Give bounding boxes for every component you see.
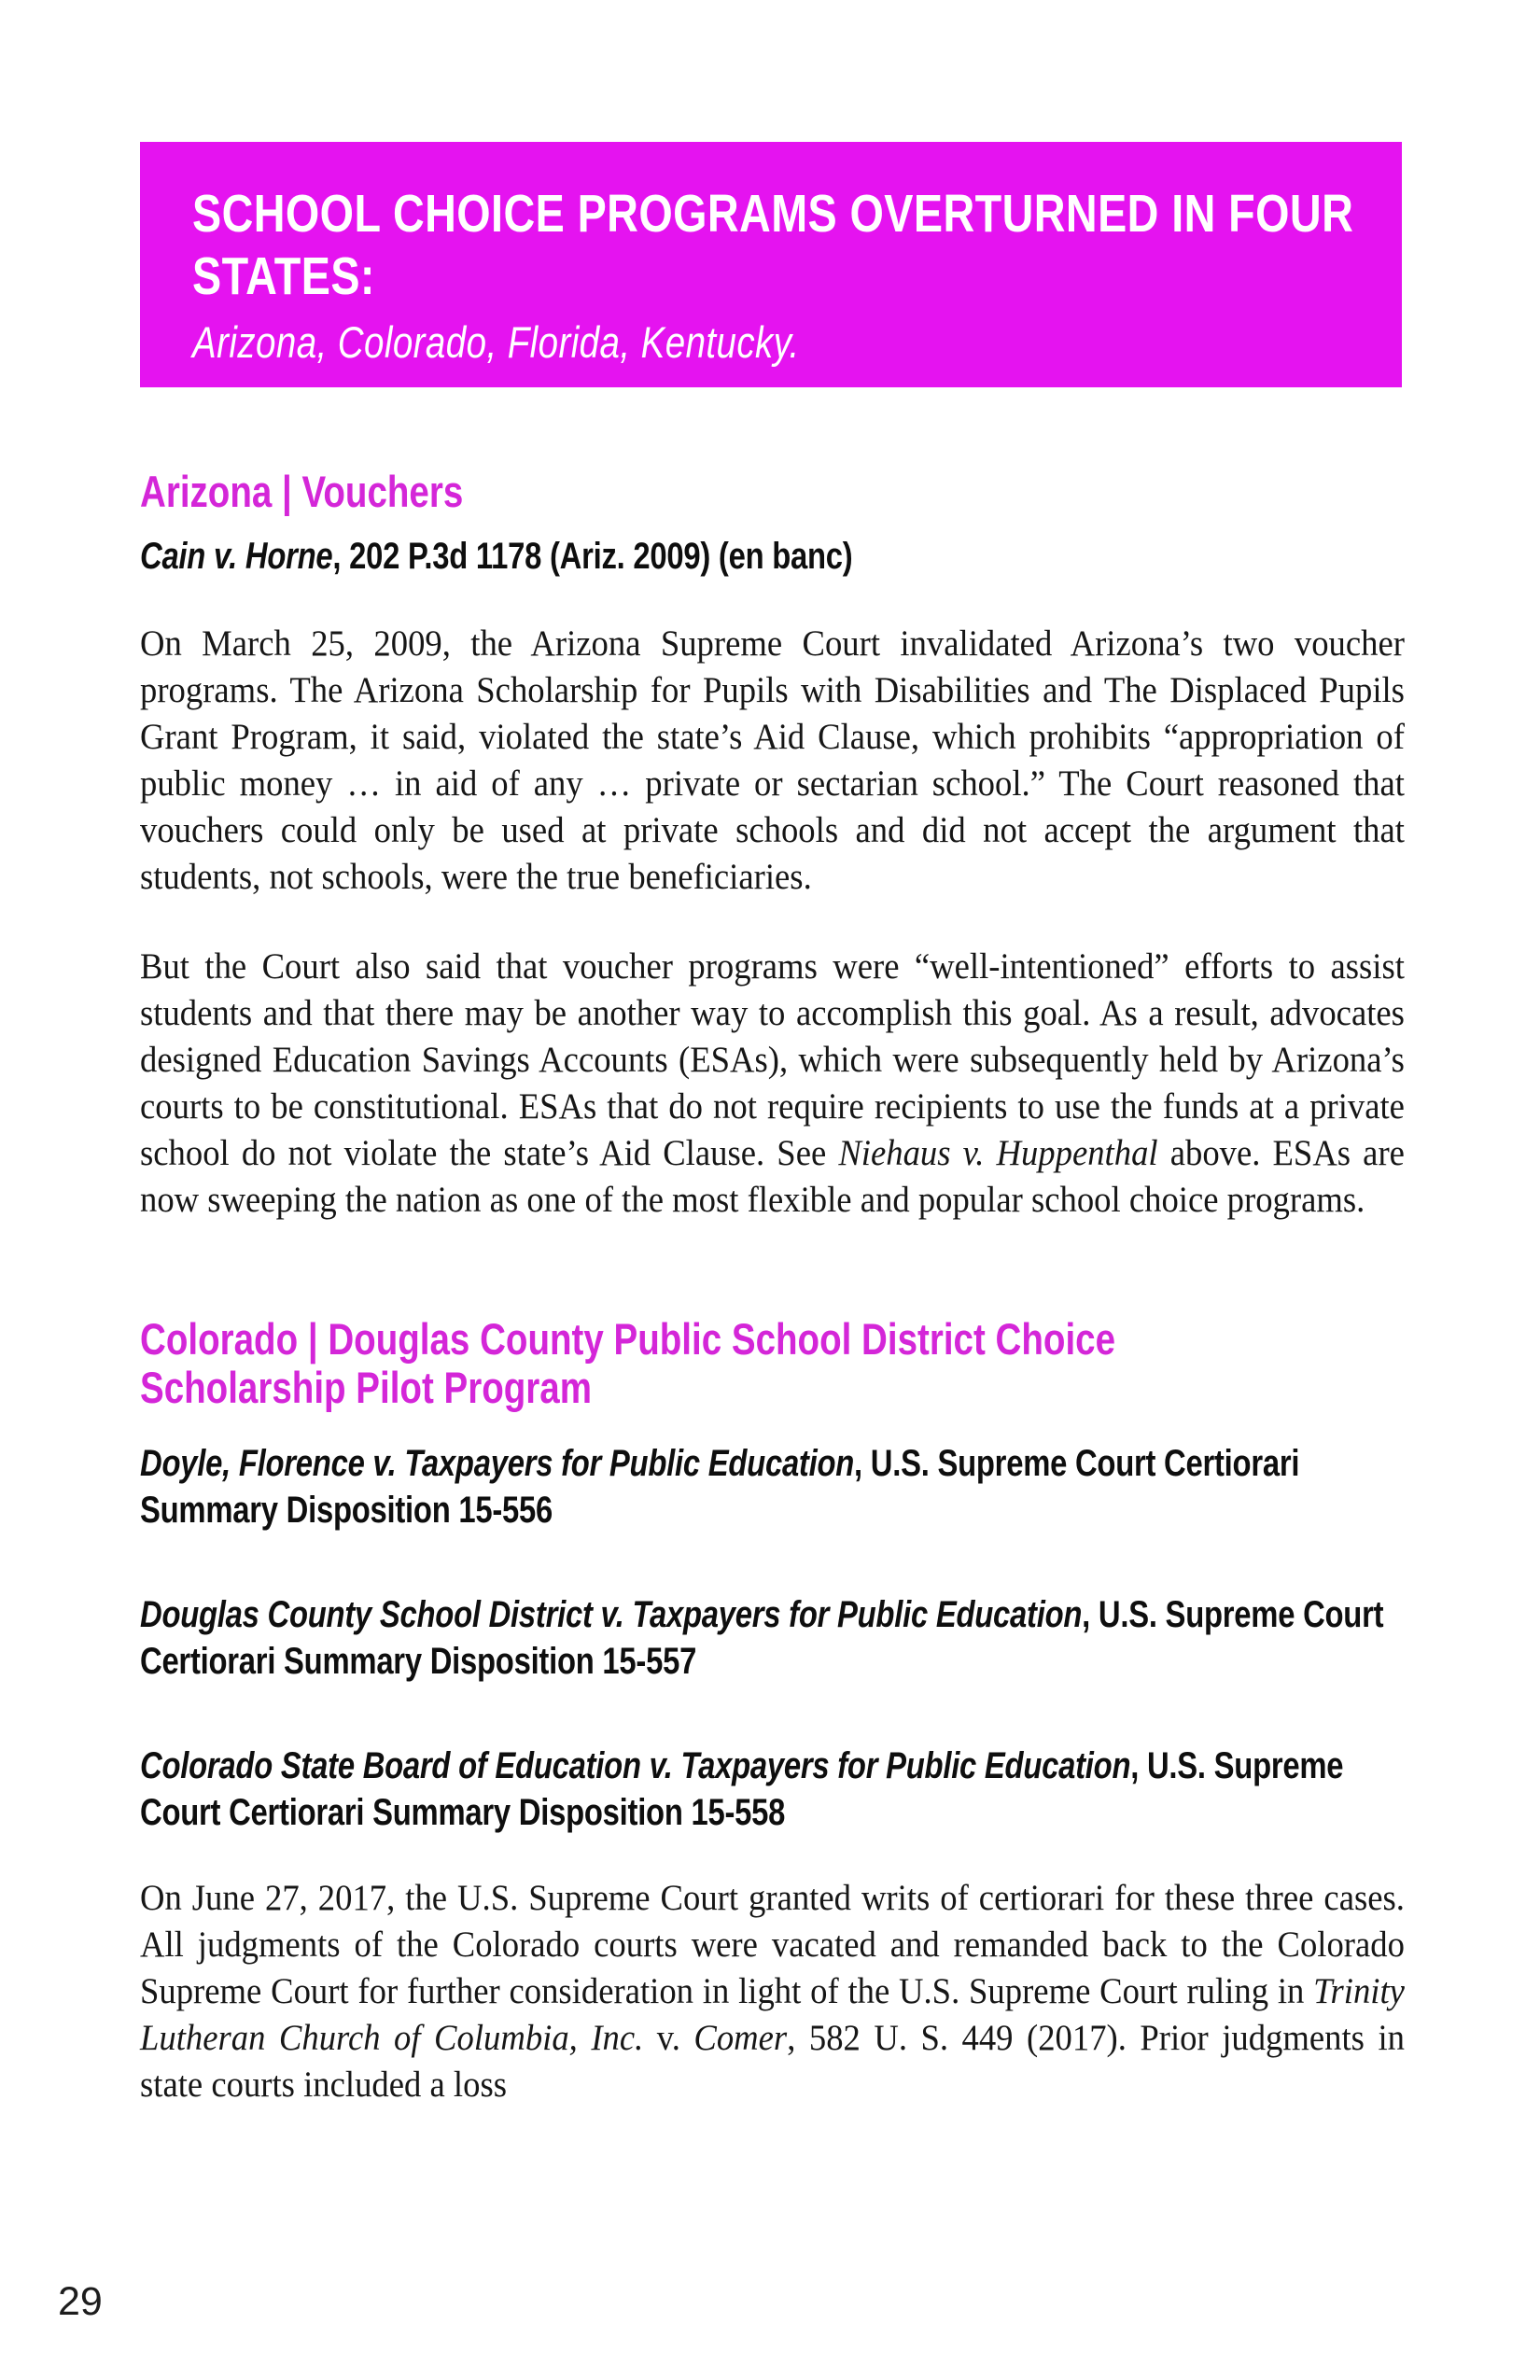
section-colorado [140, 1315, 1405, 2108]
section-heading-line: Scholarship Pilot Program [140, 1363, 592, 1412]
banner-subtitle: Arizona, Colorado, Florida, Kentucky. [192, 317, 800, 367]
page-content [140, 468, 1405, 2108]
paragraph: But the Court also said that voucher programs were “well-intentioned” efforts to assist students and that there may be another way to accomplish this goal. As a result, advocates designed Education Savings Accounts (ESAs), which were subsequently held by Arizona’s courts to be constitutional. ESAs that do not require recipients to use the funds at a private school do not violate the state’s Aid Clause. See Niehaus v. Huppenthal above. ESAs are now sweeping the nation as one of the most flexible and popular school choice programs. [140, 946, 1405, 1220]
case-citation: Douglas County School District v. Taxpayers for Public Education, U.S. Supreme Court Certiorari Summary Disposition 15-557 [140, 1594, 1384, 1682]
section-heading-colorado [140, 1315, 1405, 1412]
paragraph: On March 25, 2009, the Arizona Supreme Court invalidated Arizona’s two voucher programs. The Arizona Scholarship for Pupils with Disabilities and The Displaced Pupils Grant Program, it said, violated the state’s Aid Clause, which prohibits “appropriation of public money … in aid of any … private or sectarian school.” The Court reasoned that vouchers could only be used at private schools and did not accept the argument that students, not schools, were the true beneficiaries. [140, 623, 1405, 897]
banner-title-line: STATES: [192, 246, 375, 306]
page-number: 29 [58, 2279, 103, 2324]
paragraph: On June 27, 2017, the U.S. Supreme Court granted writs of certiorari for these three cases. All judgments of the Colorado courts were vacated and remanded back to the Colorado Supreme Court for further consideration in light of the U.S. Supreme Court ruling in Trinity Lutheran Church of Columbia, Inc. v. Comer, 582 U. S. 449 (2017). Prior judgments in state courts included a loss [140, 1878, 1405, 2105]
section-heading-arizona: Arizona | Vouchers [140, 467, 464, 516]
section-arizona [140, 468, 1405, 1224]
case-citation: Cain v. Horne, 202 P.3d 1178 (Ariz. 2009) (en banc) [140, 536, 853, 577]
section-heading-line: Colorado | Douglas County Public School District Choice [140, 1314, 1116, 1364]
case-citation: Colorado State Board of Education v. Taxpayers for Public Education, U.S. Supreme Court Certiorari Summary Disposition 15-558 [140, 1745, 1344, 1833]
banner-title [192, 183, 1402, 308]
case-citation: Doyle, Florence v. Taxpayers for Public Education, U.S. Supreme Court Certiorari Summary Disposition 15-556 [140, 1443, 1300, 1531]
banner-title-line: SCHOOL CHOICE PROGRAMS OVERTURNED IN FOUR [192, 184, 1354, 244]
banner [140, 142, 1402, 387]
